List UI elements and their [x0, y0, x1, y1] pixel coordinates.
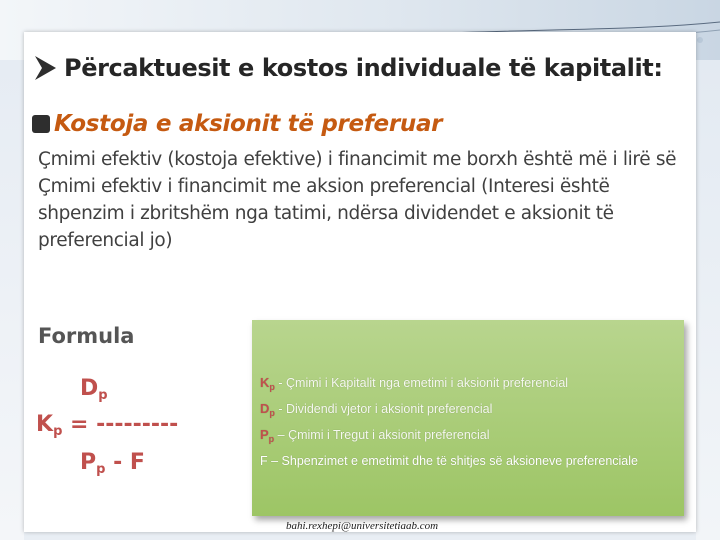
legend-symbol: $P_p$ — [260, 427, 275, 444]
body-paragraph — [38, 146, 686, 254]
legend-list — [260, 372, 680, 472]
slide — [24, 32, 696, 532]
legend-item — [260, 424, 680, 450]
body-line: preferencial jo) — [38, 230, 173, 251]
legend-text: - Dividendi vjetor i aksionit preferencial — [274, 402, 493, 416]
arrow-bullet-icon — [32, 52, 60, 84]
legend-text: F – Shpenzimet e emetimit dhe të shitjes së aksioneve preferenciale — [260, 454, 638, 468]
legend-text: - Çmimi i Kapitalit nga emetimi i aksionit preferencial — [274, 376, 569, 390]
legend-item — [260, 450, 680, 472]
background-right-strip — [696, 60, 720, 540]
square-bullet-icon — [32, 115, 50, 133]
legend-box — [252, 320, 684, 516]
legend-text: – Çmimi i Tregut i aksionit preferencial — [274, 428, 490, 442]
legend-symbol: $K_p$ — [260, 375, 275, 392]
formula-label: Formula — [38, 324, 135, 348]
legend-item — [260, 398, 680, 424]
body-line: Çmimi efektiv (kostoja efektive) i financimit me borxh është më i lirë së — [38, 149, 677, 170]
legend-item — [260, 372, 680, 398]
slide-title-row — [32, 44, 692, 92]
body-line: Çmimi efektiv i financimit me aksion preferencial (Interesi është — [38, 176, 610, 197]
slide-title: Përcaktuesit e kostos individuale të kapitalit: — [64, 54, 663, 82]
background-left-strip — [0, 60, 24, 540]
legend-symbol: $D_p$ — [260, 401, 275, 418]
subtitle-row — [32, 104, 442, 144]
formula-numerator: $D_p$ — [80, 376, 108, 403]
footer-email: bahi.rexhepi@universitetiaab.com — [286, 520, 439, 532]
formula-denominator: $P_p$ - F — [80, 450, 145, 477]
subtitle: Kostoja e aksionit të preferuar — [54, 111, 443, 137]
formula-lhs: $K_p$ = --------- — [36, 412, 179, 439]
body-line: shpenzim i zbritshëm nga tatimi, ndërsa dividendet e aksionit të — [38, 203, 614, 224]
